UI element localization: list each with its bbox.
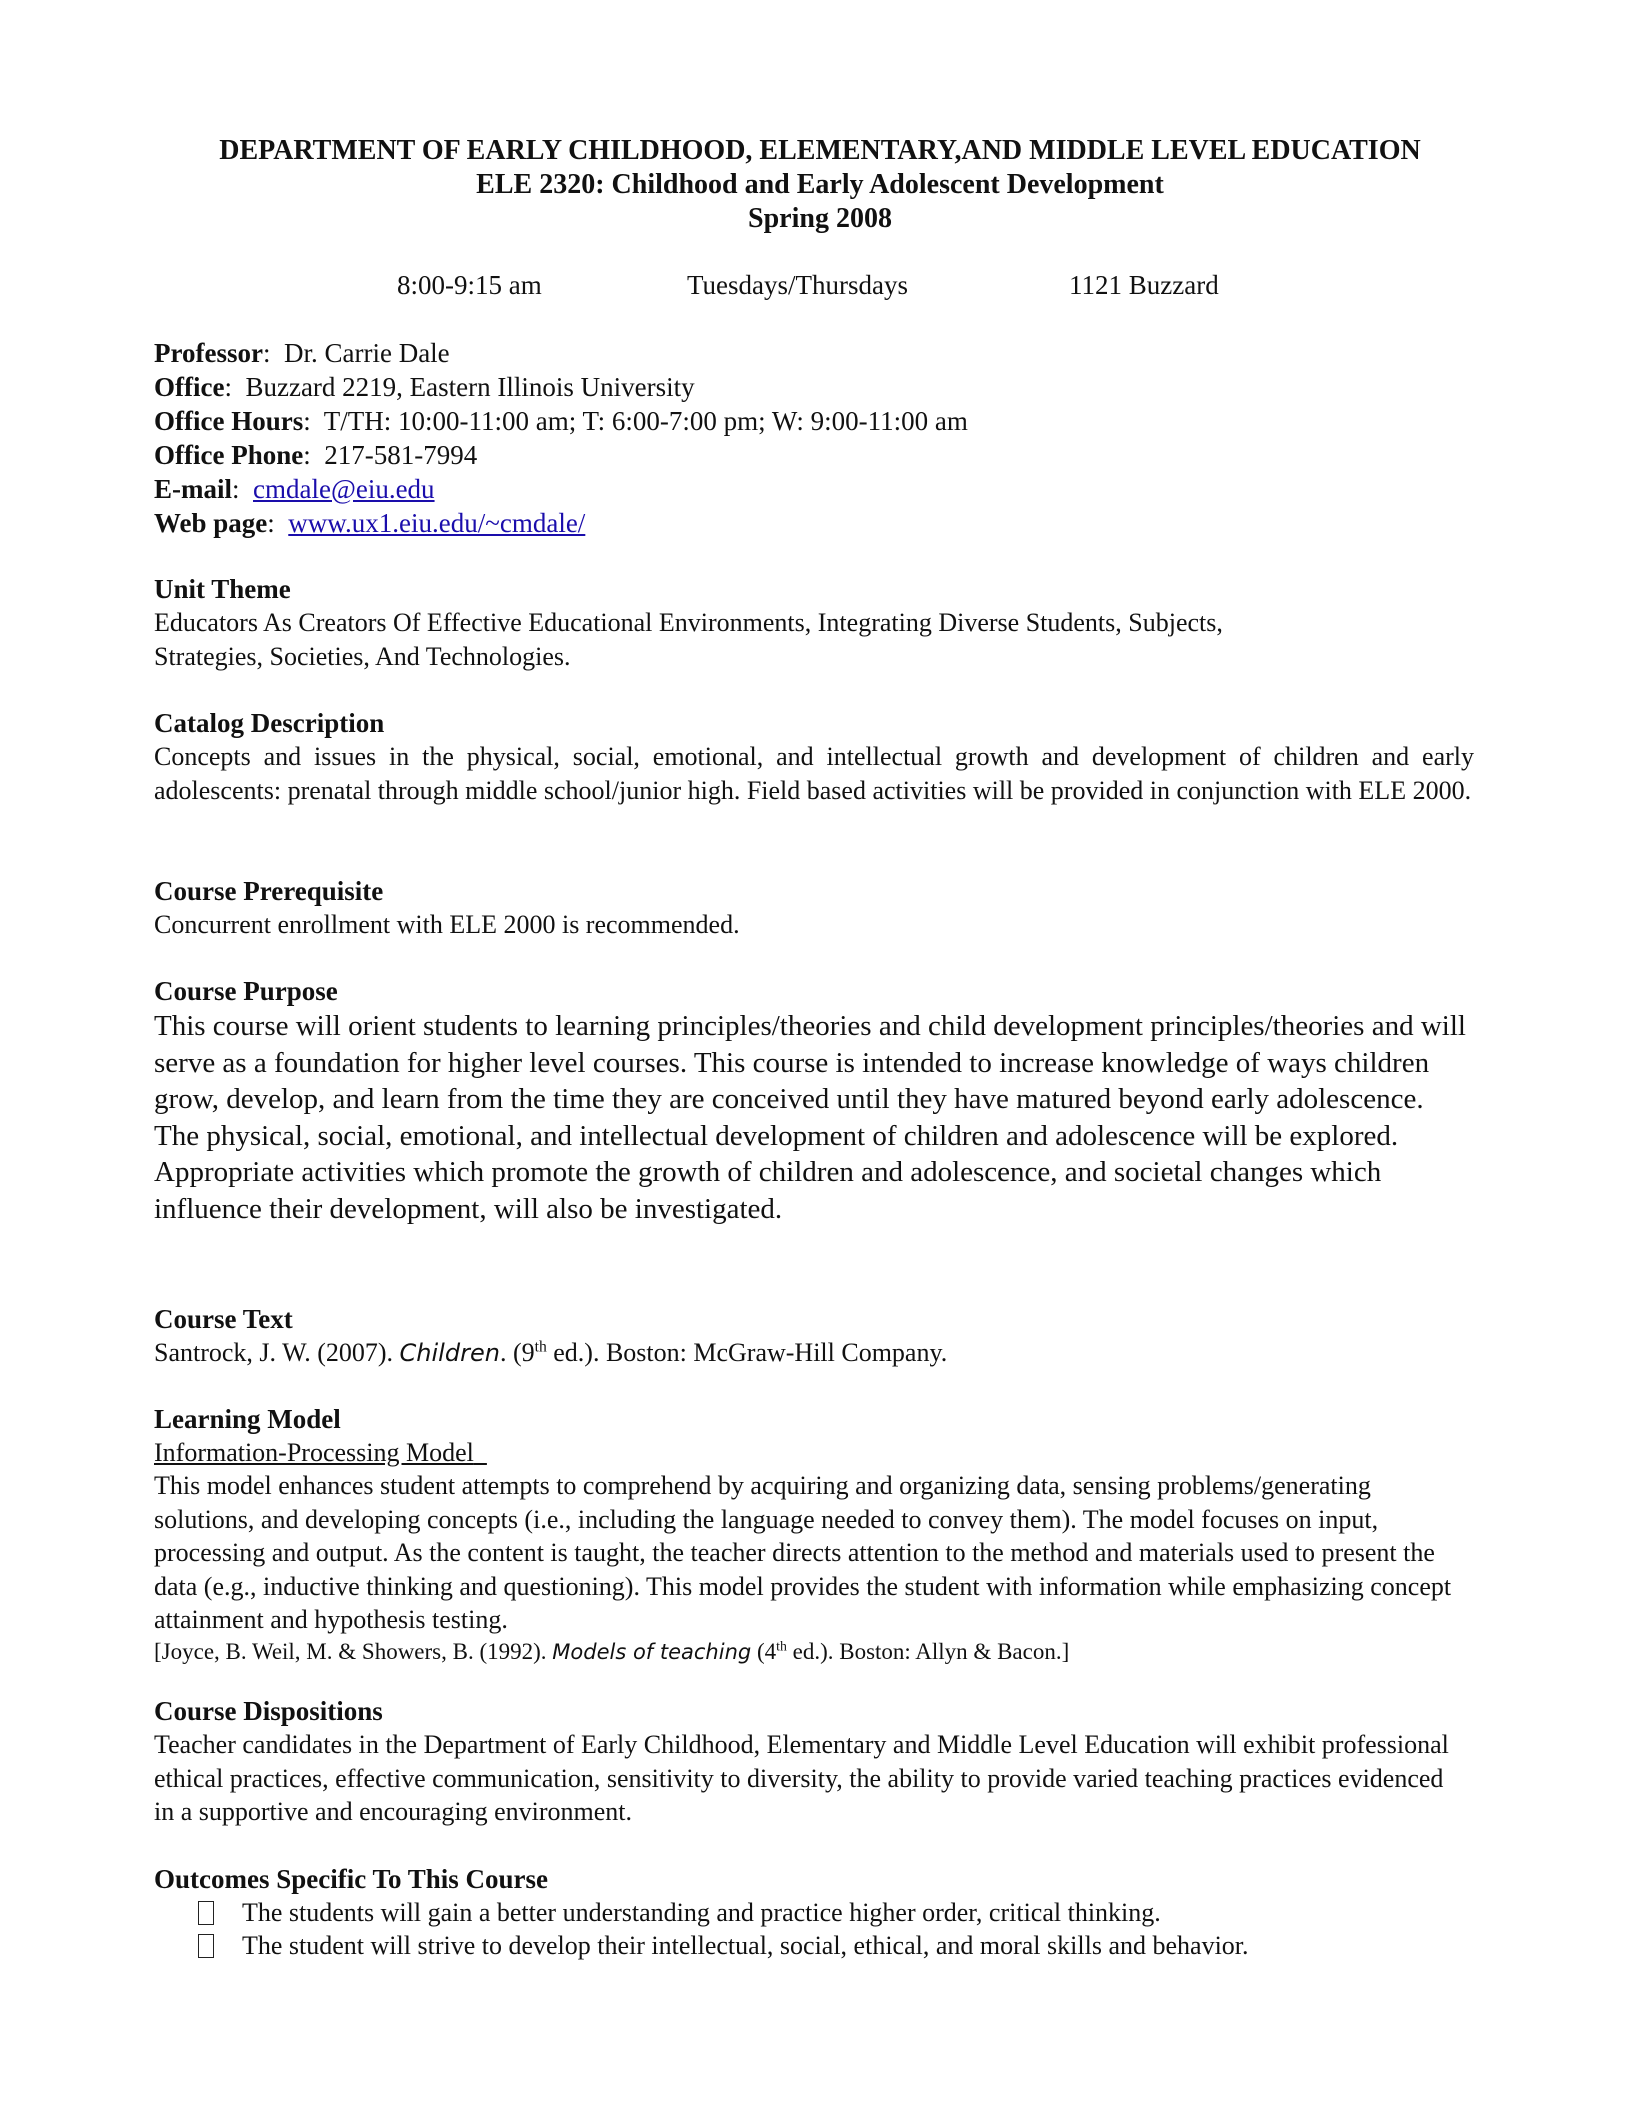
learning-model-section <box>154 1402 1454 1667</box>
prerequisite-text: Concurrent enrollment with ELE 2000 is recommended. <box>154 910 740 939</box>
course-text-author: Santrock, J. W. (2007). <box>154 1338 400 1367</box>
purpose-title: Course Purpose <box>154 976 338 1006</box>
course-text-book-title: Children <box>399 1339 500 1367</box>
course-text-title: Course Text <box>154 1304 293 1334</box>
office-hours-value: T/TH: 10:00-11:00 am; T: 6:00-7:00 pm; W: 9:00-11:00 am <box>323 406 968 436</box>
dispositions-section <box>154 1694 1454 1829</box>
catalog-title: Catalog Description <box>154 708 385 738</box>
professor-value: Dr. Carrie Dale <box>283 338 450 368</box>
office-phone-line: Office Phone: 217-581-7994 <box>154 440 478 470</box>
bullet-box-icon <box>198 1934 214 1958</box>
course-text-citation <box>154 1336 1474 1371</box>
office-line: Office: Buzzard 2219, Eastern Illinois University <box>154 372 695 402</box>
unit-theme-line-1: Educators As Creators Of Effective Educational Environments, Integrating Diverse Students, Subjects, <box>154 608 1223 637</box>
purpose-section <box>154 974 1474 1228</box>
outcome-item <box>198 1896 1161 1929</box>
prerequisite-section <box>154 874 1474 942</box>
outcome-item-text: The student will strive to develop their intellectual, social, ethical, and moral skills and behavior. <box>242 1931 1249 1960</box>
outcomes-section <box>154 1862 548 1896</box>
department-heading: DEPARTMENT OF EARLY CHILDHOOD, ELEMENTARY,AND MIDDLE LEVEL EDUCATION <box>219 135 1421 166</box>
bullet-box-icon <box>198 1901 214 1925</box>
course-text-edition-sup: th <box>534 1338 547 1356</box>
citation-edition-sup: th <box>776 1637 787 1653</box>
office-value: Buzzard 2219, Eastern Illinois University <box>245 372 695 402</box>
catalog-section <box>154 706 1474 807</box>
email-label: E-mail <box>154 474 232 504</box>
office-hours-label: Office Hours <box>154 406 304 436</box>
office-hours-line: Office Hours: T/TH: 10:00-11:00 am; T: 6:00-7:00 pm; W: 9:00-11:00 am <box>154 406 968 436</box>
purpose-text: This course will orient students to learning principles/theories and child development principles/theories and will serve as a foundation for higher level courses. This course is intended to increase knowledge of ways children grow, develop, and learn from the time they are conceived until they have matured beyond early adolescence. The physical, social, emotional, and intellectual development of children and adolescence will be explored. Appropriate activities which promote the growth of children and adolescence, and societal changes which influence their development, will also be investigated. <box>154 1010 1466 1225</box>
email-link[interactable]: cmdale@eiu.edu <box>253 474 435 504</box>
citation-edition-prefix: (4 <box>751 1638 777 1664</box>
web-page-line: Web page: www.ux1.eiu.edu/~cmdale/ <box>154 508 586 538</box>
professor-label: Professor <box>154 338 263 368</box>
course-text-publisher: ed.). Boston: McGraw-Hill Company. <box>546 1338 948 1367</box>
citation-book-title: Models of teaching <box>552 1639 752 1664</box>
web-page-link[interactable]: www.ux1.eiu.edu/~cmdale/ <box>288 508 586 538</box>
professor-line: Professor: Dr. Carrie Dale <box>154 338 450 368</box>
schedule-room: 1121 Buzzard <box>1069 270 1219 300</box>
learning-model-subtitle-text: Information-Processing Model <box>154 1438 474 1467</box>
citation-publisher: ed.). Boston: Allyn & Bacon.] <box>786 1638 1070 1664</box>
schedule-days: Tuesdays/Thursdays <box>687 270 909 300</box>
office-label: Office <box>154 372 225 402</box>
learning-model-text: This model enhances student attempts to comprehend by acquiring and organizing data, sensing problems/generating solutions, and developing concepts (i.e., including the language needed to convey them). The model focuses on input, processing and output. As the content is taught, the teacher directs attention to the method and materials used to present the data (e.g., inductive thinking and questioning). This model provides the student with information while emphasizing concept attainment and hypothesis testing. <box>154 1471 1452 1634</box>
outcome-item <box>198 1929 1249 1962</box>
dispositions-title: Course Dispositions <box>154 1696 383 1726</box>
learning-model-subtitle <box>154 1436 1454 1469</box>
outcomes-title: Outcomes Specific To This Course <box>154 1864 549 1894</box>
catalog-text: Concepts and issues in the physical, social, emotional, and intellectual growth and development of children and early adolescents: prenatal through middle school/junior high. Field based activities will be provided in conjunction with ELE 2000. <box>154 742 1474 805</box>
course-text-section <box>154 1302 1474 1371</box>
learning-model-title: Learning Model <box>154 1404 341 1434</box>
term-heading: Spring 2008 <box>748 203 892 234</box>
office-phone-label: Office Phone <box>154 440 304 470</box>
citation-authors: [Joyce, B. Weil, M. & Showers, B. (1992). <box>154 1638 553 1664</box>
unit-theme-title: Unit Theme <box>154 574 291 604</box>
course-text-edition-prefix: . (9 <box>499 1338 535 1367</box>
email-line: E-mail: cmdale@eiu.edu <box>154 474 435 504</box>
unit-theme-section <box>154 572 1474 673</box>
unit-theme-line-2: Strategies, Societies, And Technologies. <box>154 641 571 671</box>
course-title: ELE 2320: Childhood and Early Adolescent Development <box>476 169 1164 200</box>
prerequisite-title: Course Prerequisite <box>154 876 384 906</box>
office-phone-value: 217-581-7994 <box>324 440 478 470</box>
outcome-item-text: The students will gain a better understanding and practice higher order, critical thinking. <box>242 1898 1161 1927</box>
dispositions-text: Teacher candidates in the Department of Early Childhood, Elementary and Middle Level Education will exhibit professional ethical practices, effective communication, sensitivity to diversity, the ability to provide varied teaching practices evidenced in a supportive and encouraging environment. <box>154 1730 1449 1826</box>
schedule-time: 8:00-9:15 am <box>397 270 542 300</box>
web-page-label: Web page <box>154 508 268 538</box>
learning-model-citation <box>154 1637 1454 1667</box>
